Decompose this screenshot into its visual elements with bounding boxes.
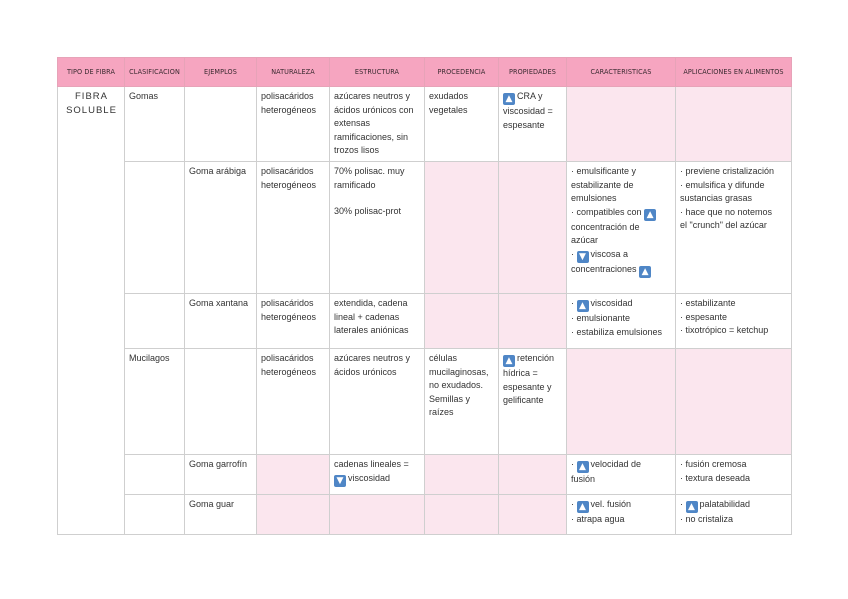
cell-text: concentraciones [571, 263, 637, 274]
procedencia-cell [425, 455, 499, 495]
naturaleza-cell [257, 87, 330, 162]
ejemplo-cell [185, 349, 257, 455]
cell-line [503, 90, 563, 105]
estructura-cell [330, 162, 425, 294]
cell-line: ácidos urónicos [334, 366, 397, 377]
header-ejemplos: EJEMPLOS [185, 58, 257, 87]
ejemplo-cell [185, 162, 257, 294]
clasificacion-cell [125, 162, 185, 294]
cell-line: heterogéneos [261, 366, 317, 377]
aplicaciones-cell [676, 349, 792, 455]
clasificacion-cell [125, 294, 185, 349]
cell-line [503, 352, 563, 367]
propiedades-cell [499, 349, 567, 455]
up-arrow-icon: ▲ [639, 266, 651, 278]
cell-line: raízes [429, 407, 454, 417]
cell-line: · previene cristalización [680, 166, 775, 176]
header-estructura: ESTRUCTURA [330, 58, 425, 87]
estructura-cell [330, 455, 425, 495]
table-row [58, 87, 792, 162]
naturaleza-cell [257, 162, 330, 294]
clasificacion-cell [125, 87, 185, 162]
cell-line: · atrapa agua [571, 514, 625, 524]
cell-line: · fusión cremosa [680, 459, 747, 469]
cell-line: · estabiliza emulsiones [571, 326, 663, 337]
cell-line: células [429, 353, 458, 363]
ejemplo-text: Goma guar [189, 499, 235, 509]
header-propiedades: PROPIEDADES [499, 58, 567, 87]
cell-line: polisacáridos [261, 91, 314, 101]
cell-line: concentración de [571, 221, 640, 232]
cell-line: · no cristaliza [680, 514, 734, 524]
cell-line: viscosidad = [503, 106, 553, 116]
header-naturaleza: NATURALEZA [257, 58, 330, 87]
propiedades-cell [499, 162, 567, 294]
estructura-cell [330, 349, 425, 455]
cell-line: gelificante [503, 395, 544, 405]
cell-line: · ▲ vel. fusión [571, 499, 632, 512]
aplicaciones-cell [676, 455, 792, 495]
header-row [58, 58, 792, 87]
ejemplo-cell [185, 294, 257, 349]
procedencia-cell [425, 87, 499, 162]
procedencia-cell [425, 294, 499, 349]
propiedades-cell [499, 495, 567, 535]
aplicaciones-cell [676, 495, 792, 535]
propiedades-cell [499, 455, 567, 495]
header-tipo: TIPO DE FIBRA [58, 58, 125, 87]
cell-line: · emulsifica y difunde [680, 179, 765, 190]
cell-line: · ▲ velocidad de [571, 459, 642, 472]
cell-text: CRA y [517, 91, 543, 101]
cell-line: · espesante [680, 311, 728, 322]
cell-line: · ▼ viscosa a [571, 248, 629, 262]
up-arrow-icon: ▲ [503, 355, 515, 367]
cell-line: emulsiones [571, 193, 617, 203]
cell-line: azúcares neutros y [334, 91, 411, 101]
ejemplo-cell [185, 455, 257, 495]
cell-line: · ▲ viscosidad [571, 298, 633, 311]
propiedades-cell [499, 294, 567, 349]
cell-line: sustancias grasas [680, 193, 753, 203]
cell-line: heterogéneos [261, 179, 317, 190]
cell-line: extendida, cadena [334, 298, 408, 308]
cell-line: ramificado [334, 179, 376, 190]
up-arrow-icon: ▲ [644, 209, 656, 221]
header-caracteristicas: CARACTERISTICAS [567, 58, 676, 87]
cell-line: polisacáridos [261, 298, 314, 308]
caracteristicas-cell [567, 162, 676, 294]
cell-line: 70% polisac. muy [334, 166, 405, 176]
cell-line: laterales aniónicas [334, 325, 409, 335]
cell-text: palatabilidad [699, 499, 751, 509]
up-arrow-icon: ▲ [686, 501, 698, 513]
tipo-fibra-cell [58, 87, 125, 535]
cell-line: no exudados. [429, 380, 484, 390]
table-row [58, 455, 792, 495]
cell-line: · hace que no notemos [680, 206, 773, 217]
clasificacion-text: Mucilagos [129, 353, 170, 363]
procedencia-cell [425, 495, 499, 535]
caracteristicas-cell [567, 349, 676, 455]
cell-line: espesante y [503, 381, 552, 392]
estructura-cell [330, 294, 425, 349]
cell-line: vegetales [429, 104, 468, 115]
cell-line: azúcar [571, 235, 599, 245]
caracteristicas-cell [567, 455, 676, 495]
table-row [58, 349, 792, 455]
naturaleza-cell [257, 495, 330, 535]
cell-line: heterogéneos [261, 311, 317, 322]
cell-line: polisacáridos [261, 166, 314, 176]
cell-line: · emulsionante [571, 313, 631, 323]
cell-line: exudados [429, 91, 469, 101]
naturaleza-cell [257, 455, 330, 495]
tipo-fibra-line: FIBRA [75, 91, 108, 102]
estructura-cell [330, 495, 425, 535]
ejemplo-cell [185, 495, 257, 535]
header-procedencia: PROCEDENCIA [425, 58, 499, 87]
aplicaciones-cell [676, 87, 792, 162]
cell-line: estabilizante de [571, 179, 634, 190]
clasificacion-cell [125, 349, 185, 455]
propiedades-cell [499, 87, 567, 162]
cell-line: · estabilizante [680, 298, 736, 308]
cell-line: mucilaginosas, [429, 366, 489, 377]
cell-line: hídrica = [503, 368, 538, 378]
cell-line: · emulsificante y [571, 166, 637, 176]
cell-line [571, 263, 672, 278]
caracteristicas-cell [567, 495, 676, 535]
cell-line [571, 206, 672, 221]
table-row [58, 294, 792, 349]
table-row [58, 162, 792, 294]
cell-line: cadenas lineales = [334, 459, 409, 469]
spacer [334, 192, 421, 205]
cell-line [334, 472, 421, 487]
naturaleza-cell [257, 349, 330, 455]
ejemplo-text: Goma garrofín [189, 459, 248, 469]
cell-line: ramificaciones, sin [334, 131, 409, 142]
cell-text: retención [517, 353, 555, 363]
cell-text: viscosa a [590, 248, 629, 259]
ejemplo-cell [185, 87, 257, 162]
aplicaciones-cell [676, 162, 792, 294]
table-row [58, 495, 792, 535]
cell-line: 30% polisac-prot [334, 206, 402, 216]
ejemplo-text: Goma xantana [189, 298, 249, 308]
cell-line: · textura deseada [680, 472, 751, 483]
up-arrow-icon: ▲ [503, 93, 515, 105]
up-arrow-icon: ▲ [577, 501, 589, 513]
cell-line: fusión [571, 474, 596, 484]
cell-text: · compatibles con [571, 206, 642, 217]
cell-text: velocidad de [590, 459, 642, 469]
cell-line: azúcares neutros y [334, 353, 411, 363]
caracteristicas-cell [567, 294, 676, 349]
header-aplicaciones: APLICACIONES EN ALIMENTOS [676, 58, 792, 87]
cell-line: heterogéneos [261, 104, 317, 115]
clasificacion-cell [125, 455, 185, 495]
cell-text: viscosidad [590, 298, 633, 308]
fiber-table [57, 57, 792, 535]
cell-line: lineal + cadenas [334, 311, 400, 322]
down-arrow-icon: ▼ [334, 475, 346, 487]
ejemplo-text: Goma arábiga [189, 166, 247, 176]
up-arrow-icon: ▲ [577, 300, 589, 312]
cell-line: extensas [334, 118, 371, 128]
header-clasificacion: CLASIFICACION [125, 58, 185, 87]
cell-line: · ▲ palatabilidad [680, 499, 751, 512]
up-arrow-icon: ▲ [577, 461, 589, 473]
cell-line: el "crunch" del azúcar [680, 220, 767, 230]
naturaleza-cell [257, 294, 330, 349]
cell-text: viscosidad [348, 472, 391, 483]
clasificacion-text: Gomas [129, 91, 159, 101]
cell-line: ácidos urónicos con [334, 104, 414, 115]
tipo-fibra-line: SOLUBLE [66, 104, 117, 116]
aplicaciones-cell [676, 294, 792, 349]
cell-line: polisacáridos [261, 353, 314, 363]
cell-text: vel. fusión [590, 499, 632, 509]
estructura-cell [330, 87, 425, 162]
cell-line: trozos lisos [334, 145, 380, 155]
cell-line: espesante [503, 119, 545, 130]
cell-line: · tixotrópico = ketchup [680, 325, 769, 335]
procedencia-cell [425, 349, 499, 455]
clasificacion-cell [125, 495, 185, 535]
down-arrow-icon: ▼ [577, 251, 589, 263]
cell-line: Semillas y [429, 393, 471, 404]
caracteristicas-cell [567, 87, 676, 162]
procedencia-cell [425, 162, 499, 294]
